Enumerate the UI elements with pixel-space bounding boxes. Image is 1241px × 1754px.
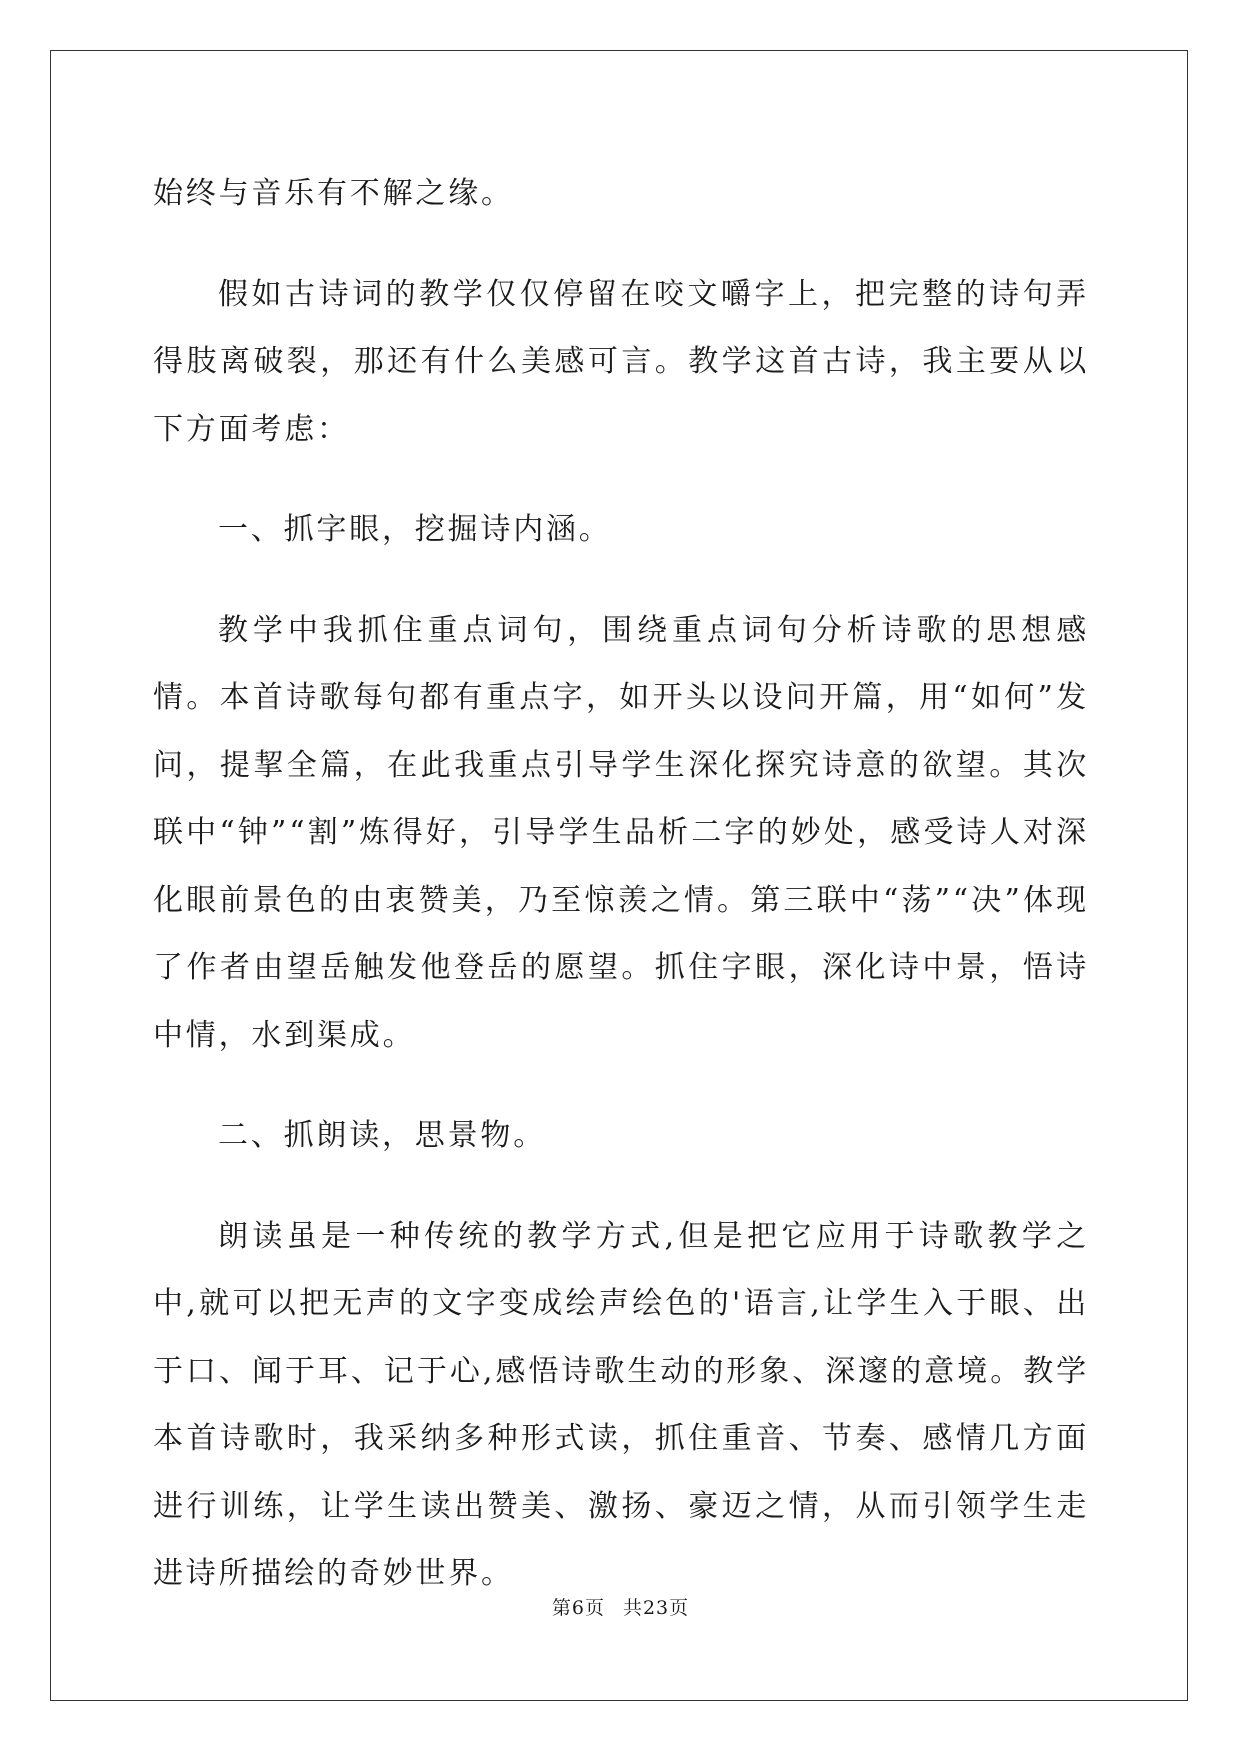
page-number: 第6页	[551, 1597, 605, 1619]
section-heading-1: 一、抓字眼，挖掘诗内涵。	[218, 512, 612, 547]
paragraph-1: 始终与音乐有不解之缘。	[153, 176, 514, 211]
page-footer	[0, 1593, 1241, 1620]
section-heading-2: 二、抓朗读，思景物。	[218, 1118, 546, 1153]
paragraph-4: 朗读虽是一种传统的教学方式,但是把它应用于诗歌教学之中,就可以把无声的文字变成绘声绘色的'语言,让学生入于眼、出于口、闻于耳、记于心,感悟诗歌生动的形象、深邃的意境。教学本首诗歌时，我采纳多种形式读，抓住重音、节奏、感情几方面进行训练，让学生读出赞美、激扬、豪迈之情，从而引领学生走进诗所描绘的奇妙世界。	[153, 1218, 1089, 1591]
paragraph-2: 假如古诗词的教学仅仅停留在咬文嚼字上，把完整的诗句弄得肢离破裂，那还有什么美感可言。教学这首古诗，我主要从以下方面考虑：	[153, 276, 1089, 447]
page-total: 共23页	[622, 1597, 690, 1619]
document-body	[153, 160, 1089, 1641]
paragraph-3: 教学中我抓住重点词句，围绕重点词句分析诗歌的思想感情。本首诗歌每句都有重点字，如开头以设问开篇，用“如何”发问，提挈全篇，在此我重点引导学生深化探究诗意的欲望。其次联中“钟”“割”炼得好，引导学生品析二字的妙处，感受诗人对深化眼前景色的由衷赞美，乃至惊羡之情。第三联中“荡”“决”体现了作者由望岳触发他登岳的愿望。抓住字眼，深化诗中景，悟诗中情，水到渠成。	[153, 612, 1089, 1053]
